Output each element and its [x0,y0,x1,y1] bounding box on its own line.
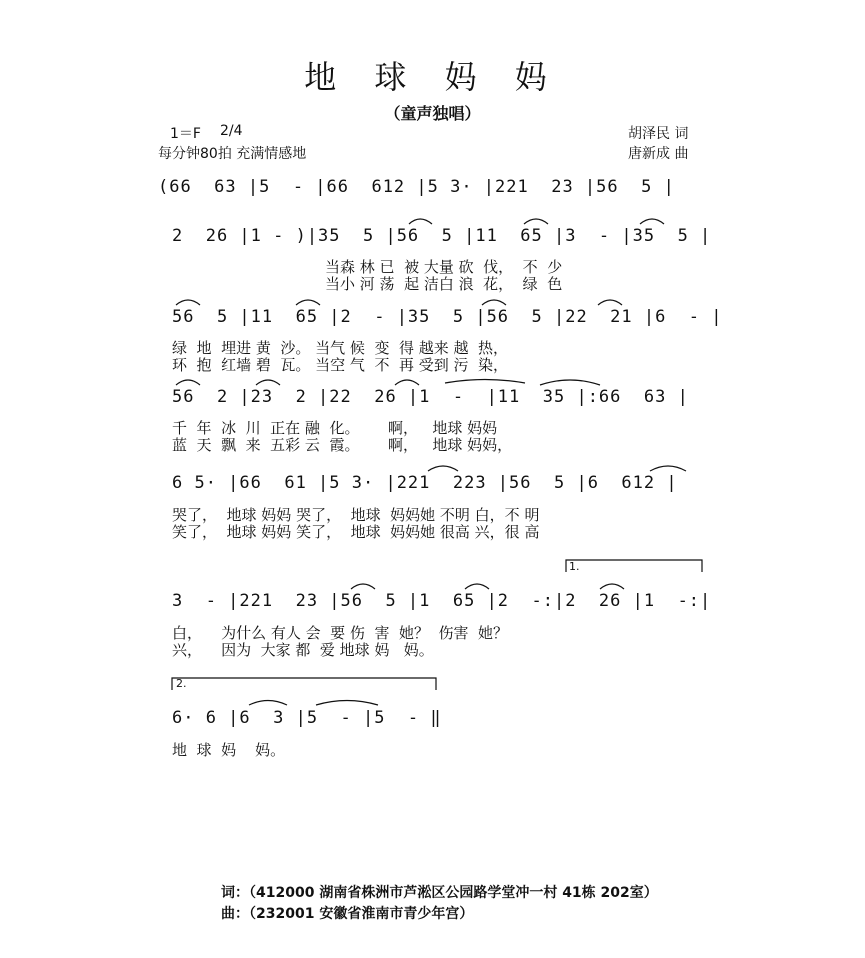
slur [176,380,200,385]
slur [524,219,548,224]
slur [600,584,624,589]
volta-1-bracket [566,560,702,572]
lyric-line: 白， 为什么 有人 会 要 伤 害 她？ 伤害 她？ [172,624,509,642]
slur [465,584,489,589]
slur [598,300,622,305]
notation-row: 2 26 |1 - )|35 5 |56 5 |11 65 |3 - |35 5 | [172,226,712,246]
notation-row: 6· 6 |6 3 |5 - |5 - ‖ [172,708,442,728]
slur [351,584,375,589]
lyric-line: 当森 林 已 被 大量 砍 伐， 不 少 [325,258,563,276]
lyric-line: 千 年 冰 川 正在 融 化。 啊， 地球 妈妈 [172,419,498,437]
composer-credit: 唐新成 曲 [628,146,689,162]
notation-row: 3 - |221 23 |56 5 |1 65 |2 -:|2 26 |1 -:| [172,591,712,611]
lyric-line: 兴， 因为 大家 都 爱 地球 妈 妈。 [172,641,434,659]
slur [428,466,458,471]
notation-row: (66 63 |5 - |66 612 |5 3· |221 23 |56 5 | [158,177,675,197]
slur [296,300,320,305]
notation-row: 56 2 |23 2 |22 26 |1 - |11 35 |:66 63 | [172,387,689,407]
lyricist-credit: 胡泽民 词 [628,126,689,142]
slur [540,380,600,385]
time-signature: 2/4 [220,123,243,139]
lyric-line: 蓝 天 飘 来 五彩 云 霞。 啊， 地球 妈妈， [172,436,513,454]
key-signature: 1＝F [170,126,201,142]
lyric-line: 笑了， 地球 妈妈 笑了， 地球 妈妈她 很高 兴，很 高 [172,523,540,541]
composer-address: 曲：（232001 安徽省淮南市青少年宫） [221,906,474,922]
notation-row: 56 5 |11 65 |2 - |35 5 |56 5 |22 21 |6 - | [172,307,723,327]
lyric-line: 环 抱 红墙 碧 瓦。 当空 气 不 再 受到 污 染， [172,356,509,374]
lyric-line: 当小 河 荡 起 洁白 浪 花， 绿 色 [325,275,563,293]
lyric-line: 绿 地 埋进 黄 沙。 当气 候 变 得 越来 越 热， [172,339,509,357]
song-subtitle: （童声独唱） [384,104,481,123]
slur [256,380,280,385]
song-title: 地 球 妈 妈 [304,58,561,96]
slur [482,300,506,305]
slur [395,380,419,385]
lyric-line: 哭了， 地球 妈妈 哭了， 地球 妈妈她 不明 白，不 明 [172,506,540,524]
slur [640,219,664,224]
lyricist-address: 词：（412000 湖南省株洲市芦淞区公园路学堂冲一村 41栋 202室） [221,885,658,901]
volta-2-bracket [172,678,436,690]
slur [445,380,525,384]
slur [316,701,378,706]
slur [650,466,686,471]
slur [409,219,432,224]
slur [176,300,200,305]
lyric-line: 地 球 妈 妈。 [172,741,286,759]
volta-2-label: 2. [176,677,187,690]
slur [249,701,287,706]
notation-row: 6 5· |66 61 |5 3· |221 223 |56 5 |6 612 | [172,473,678,493]
volta-1-label: 1. [569,560,580,573]
tempo-marking: 每分钟80拍 充满情感地 [158,146,307,162]
